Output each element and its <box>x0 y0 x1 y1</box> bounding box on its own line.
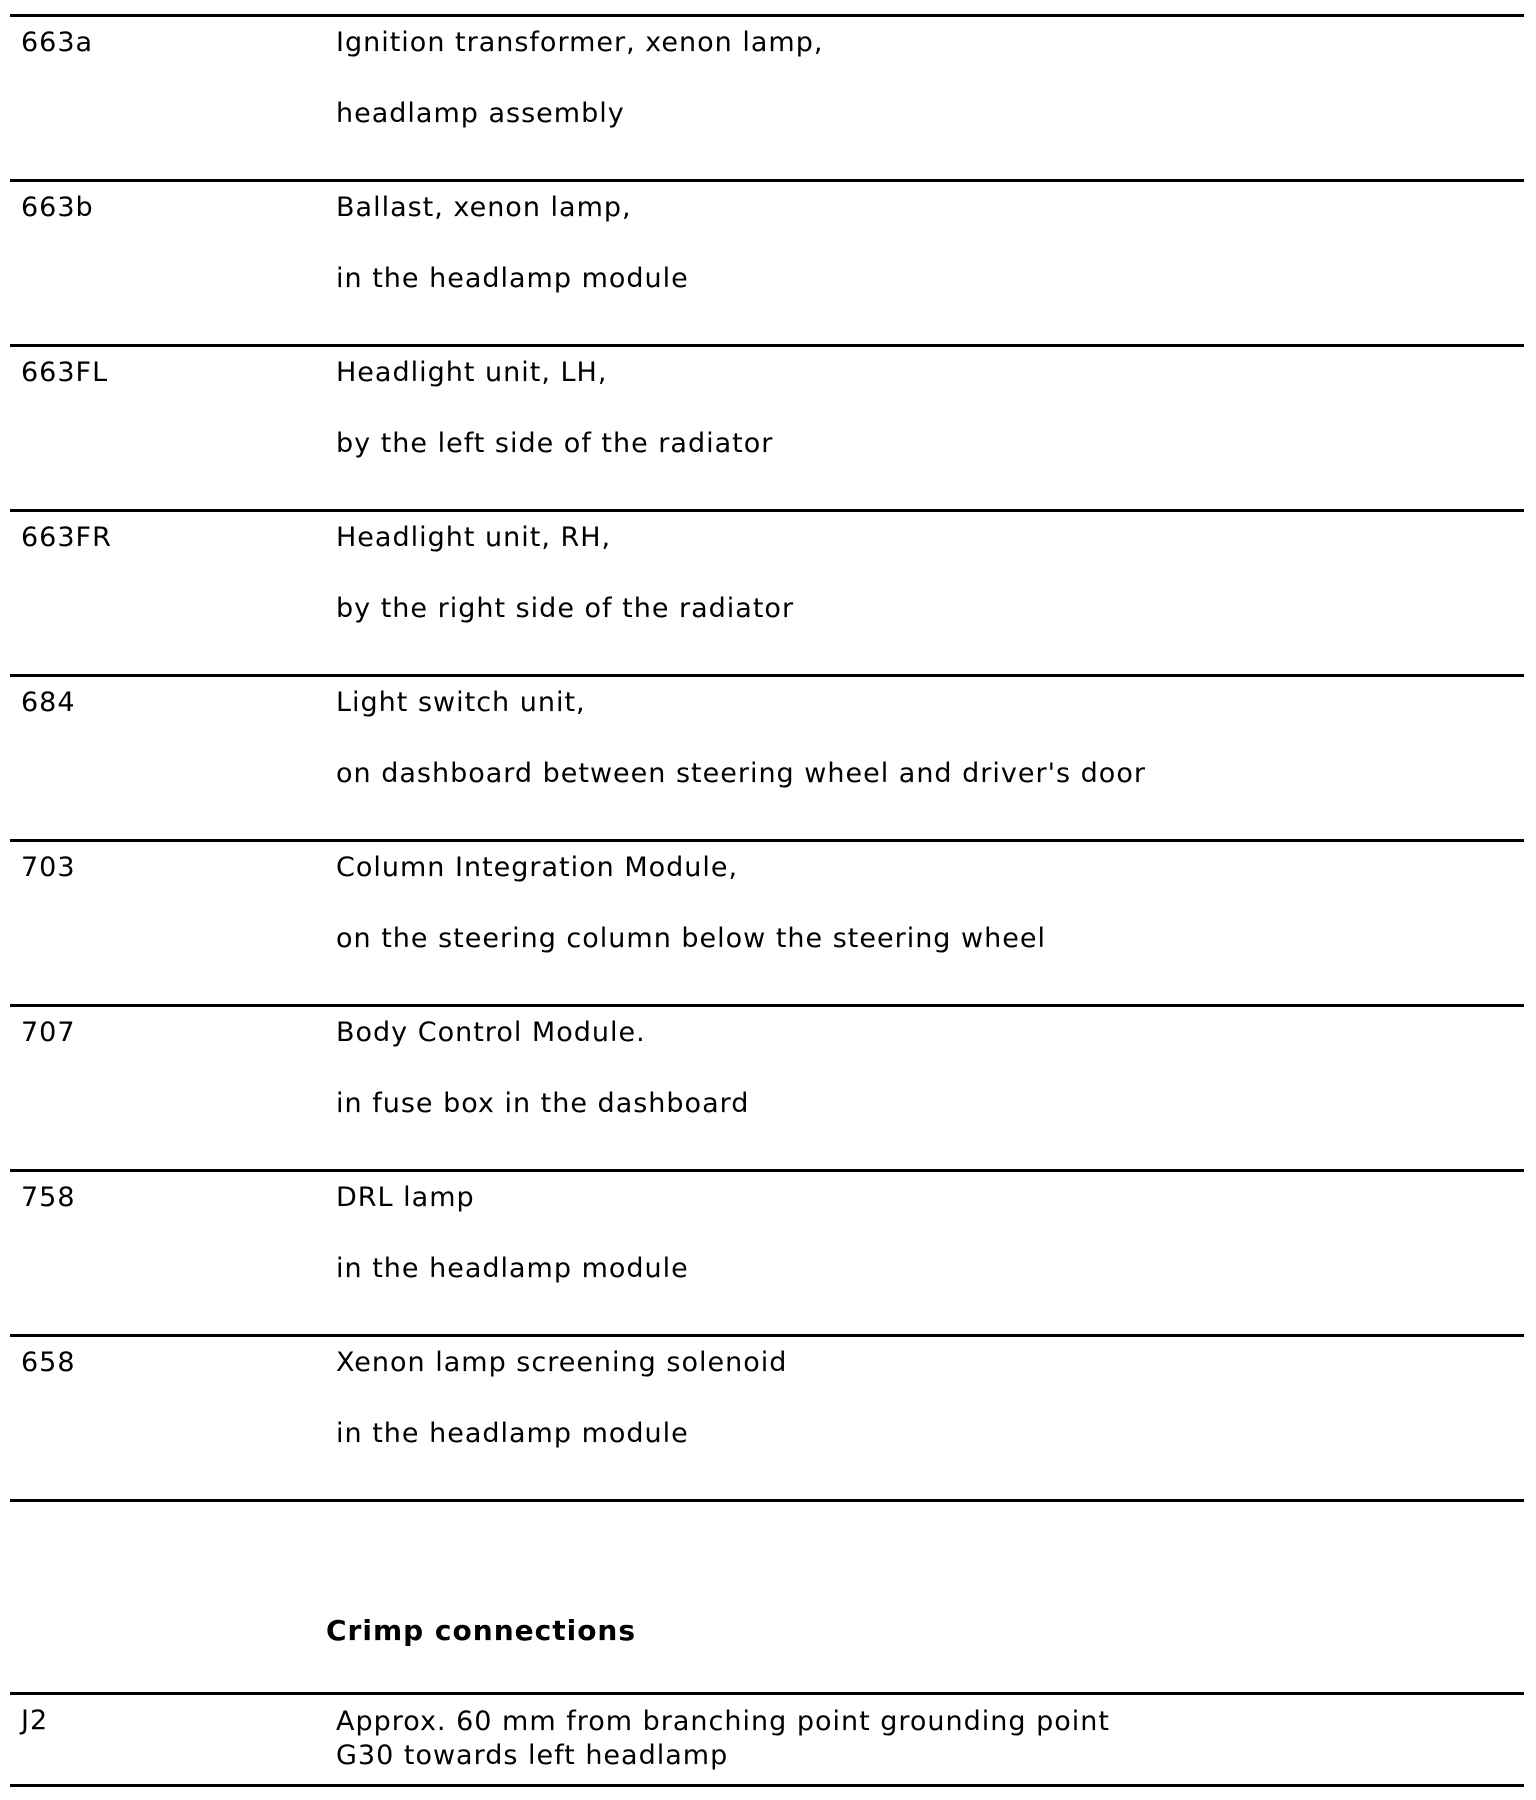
component-description <box>336 1017 749 1119</box>
component-name: DRL lamp <box>336 1182 475 1213</box>
component-description <box>336 522 794 624</box>
component-code: 684 <box>21 687 76 718</box>
component-name: Xenon lamp screening solenoid <box>336 1347 788 1378</box>
component-description <box>336 357 773 459</box>
table-row <box>10 179 1524 344</box>
component-name: Body Control Module. <box>336 1017 646 1048</box>
table-row <box>10 839 1524 1004</box>
component-code: 663FR <box>21 522 112 553</box>
component-location: on dashboard between steering wheel and driver's door <box>336 758 1146 789</box>
component-description <box>336 687 1146 789</box>
table-row <box>10 344 1524 509</box>
component-location: in the headlamp module <box>336 1418 689 1449</box>
component-description <box>336 852 1046 954</box>
component-code: 703 <box>21 852 76 883</box>
component-code: 707 <box>21 1017 76 1048</box>
component-code: 758 <box>21 1182 76 1213</box>
component-location: in the headlamp module <box>336 1253 689 1284</box>
component-name: Light switch unit, <box>336 687 586 718</box>
component-name: Column Integration Module, <box>336 852 739 883</box>
component-list <box>10 0 1524 1502</box>
table-row <box>10 674 1524 839</box>
crimp-description-line1: Approx. 60 mm from branching point grounding point <box>336 1706 1110 1737</box>
component-location: on the steering column below the steering wheel <box>336 923 1046 954</box>
component-name: Ballast, xenon lamp, <box>336 192 632 223</box>
component-location: by the left side of the radiator <box>336 428 774 459</box>
table-row <box>10 509 1524 674</box>
table-row <box>10 1004 1524 1169</box>
table-row <box>10 14 1524 179</box>
component-name: Headlight unit, LH, <box>336 357 608 388</box>
component-name: Headlight unit, RH, <box>336 522 612 553</box>
component-code: 663b <box>21 192 94 223</box>
component-location: by the right side of the radiator <box>336 593 795 624</box>
crimp-description-line2: G30 towards left headlamp <box>336 1740 729 1771</box>
table-row <box>10 1334 1524 1502</box>
component-description <box>336 1347 787 1449</box>
component-location: in fuse box in the dashboard <box>336 1088 750 1119</box>
component-description <box>336 192 689 294</box>
crimp-connection-row <box>10 1692 1524 1787</box>
component-code: 663FL <box>21 357 109 388</box>
crimp-code: J2 <box>21 1705 49 1736</box>
component-code: 663a <box>21 27 94 58</box>
component-code: 658 <box>21 1347 76 1378</box>
component-location: headlamp assembly <box>336 98 625 129</box>
component-location: in the headlamp module <box>336 263 689 294</box>
component-description <box>336 1182 689 1284</box>
section-heading: Crimp connections <box>326 1614 637 1647</box>
component-name: Ignition transformer, xenon lamp, <box>336 27 824 58</box>
table-row <box>10 1169 1524 1334</box>
crimp-description <box>336 1705 1110 1773</box>
component-description <box>336 27 823 129</box>
